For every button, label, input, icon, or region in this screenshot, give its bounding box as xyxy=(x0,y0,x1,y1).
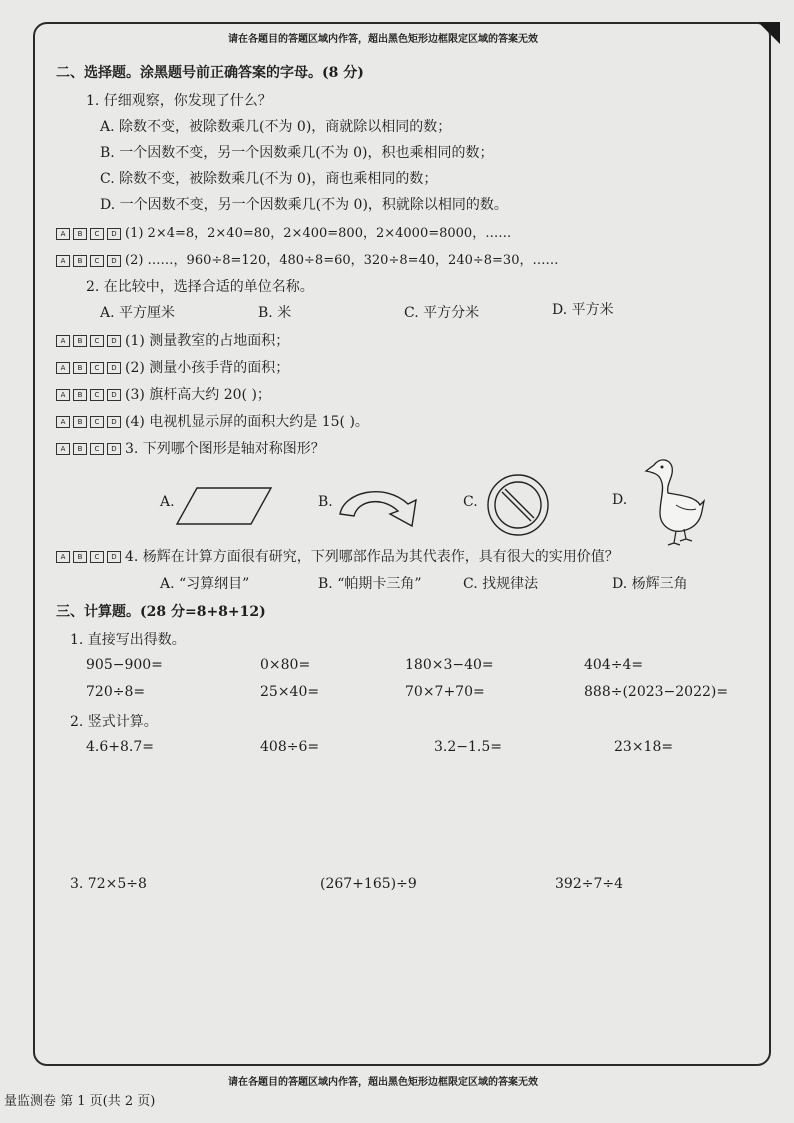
bubble-c[interactable]: C xyxy=(90,389,104,401)
answer-bubbles[interactable] xyxy=(56,255,121,267)
q3-label-c: C. xyxy=(463,494,478,510)
q4-option-a: A. “习算纲目” xyxy=(160,576,250,592)
p3-item3: 392÷7÷4 xyxy=(555,876,623,892)
bubble-c[interactable]: C xyxy=(90,228,104,240)
header-note: 请在各题目的答题区域内作答，超出黑色矩形边框限定区域的答案无效 xyxy=(228,34,538,45)
bubble-c[interactable]: C xyxy=(90,416,104,428)
p3-item1: 3. 72×5÷8 xyxy=(70,876,147,892)
answer-bubbles[interactable] xyxy=(56,416,121,428)
section3-title: 三、计算题。(28 分=8+8+12) xyxy=(56,604,266,620)
p1-stem: 1. 直接写出得数。 xyxy=(70,632,186,648)
bubble-a[interactable]: A xyxy=(56,362,70,374)
q2-option-a: A. 平方厘米 xyxy=(100,305,176,321)
curved-arrow-figure xyxy=(338,484,430,530)
bubble-b[interactable]: B xyxy=(73,255,87,267)
q2-item1-row xyxy=(56,330,289,350)
bubble-b[interactable]: B xyxy=(73,551,87,563)
answer-bubbles[interactable] xyxy=(56,335,121,347)
q1-option-c: C. 除数不变，被除数乘几(不为 0)，商也乘相同的数； xyxy=(100,171,438,187)
bubble-b[interactable]: B xyxy=(73,362,87,374)
p1-row2-item1: 720÷8= xyxy=(86,684,146,700)
bubble-d[interactable]: D xyxy=(107,335,121,347)
section2-title: 二、选择题。涂黑题号前正确答案的字母。(8 分) xyxy=(56,65,364,81)
q2-item4-row xyxy=(56,411,369,431)
q1-stem: 1. 仔细观察，你发现了什么？ xyxy=(86,93,272,109)
q4-option-c: C. 找规律法 xyxy=(463,576,539,592)
p2-item1: 4.6+8.7= xyxy=(86,739,154,755)
bubble-a[interactable]: A xyxy=(56,255,70,267)
q2-option-d: D. 平方米 xyxy=(552,302,614,318)
answer-bubbles[interactable] xyxy=(56,551,121,563)
p2-item3: 3.2−1.5= xyxy=(434,739,502,755)
p1-row2-item4: 888÷(2023−2022)= xyxy=(584,684,729,700)
p1-row1-item1: 905−900= xyxy=(86,657,163,673)
goose-figure xyxy=(640,455,710,549)
bubble-d[interactable]: D xyxy=(107,443,121,455)
q4-stem: 4. 杨辉在计算方面很有研究，下列哪部作品为其代表作，具有很大的实用价值？ xyxy=(125,549,619,565)
q1-sub2-row xyxy=(56,249,558,268)
q1-option-b: B. 一个因数不变，另一个因数乘几(不为 0)，积也乘相同的数； xyxy=(100,145,494,161)
corner-alignment-mark xyxy=(758,22,780,44)
answer-bubbles[interactable] xyxy=(56,443,121,455)
bubble-c[interactable]: C xyxy=(90,255,104,267)
p1-row2-item3: 70×7+70= xyxy=(405,684,485,700)
answer-bubbles[interactable] xyxy=(56,389,121,401)
bubble-a[interactable]: A xyxy=(56,228,70,240)
bubble-d[interactable]: D xyxy=(107,551,121,563)
p2-item2: 408÷6= xyxy=(260,739,320,755)
q2-item2-row xyxy=(56,357,289,377)
p1-row1-item3: 180×3−40= xyxy=(405,657,494,673)
q2-option-b: B. 米 xyxy=(258,305,292,321)
parallelogram-figure xyxy=(175,486,275,528)
q2-item3-row xyxy=(56,384,271,404)
bubble-d[interactable]: D xyxy=(107,362,121,374)
q4-option-b: B. “帕期卡三角” xyxy=(318,576,422,592)
q1-option-d: D. 一个因数不变，另一个因数乘几(不为 0)，积就除以相同的数。 xyxy=(100,197,508,213)
p3-item2: (267+165)÷9 xyxy=(320,876,417,892)
q2-item3-text: (3) 旗杆高大约 20( )； xyxy=(125,387,271,403)
no-entry-sign-figure xyxy=(486,473,550,537)
q2-item1-text: (1) 测量教室的占地面积； xyxy=(125,333,290,349)
bubble-c[interactable]: C xyxy=(90,335,104,347)
bubble-b[interactable]: B xyxy=(73,228,87,240)
p1-row1-item2: 0×80= xyxy=(260,657,311,673)
bubble-a[interactable]: A xyxy=(56,443,70,455)
q3-stem: 3. 下列哪个图形是轴对称图形？ xyxy=(125,441,325,457)
p2-item4: 23×18= xyxy=(614,739,674,755)
q1-option-a: A. 除数不变，被除数乘几(不为 0)，商就除以相同的数； xyxy=(100,119,452,135)
bubble-b[interactable]: B xyxy=(73,443,87,455)
p1-row1-item4: 404÷4= xyxy=(584,657,644,673)
bubble-a[interactable]: A xyxy=(56,389,70,401)
bubble-a[interactable]: A xyxy=(56,335,70,347)
bubble-b[interactable]: B xyxy=(73,416,87,428)
bubble-a[interactable]: A xyxy=(56,551,70,563)
bubble-d[interactable]: D xyxy=(107,416,121,428)
bubble-a[interactable]: A xyxy=(56,416,70,428)
bubble-b[interactable]: B xyxy=(73,389,87,401)
q1-sub2-text: (2) ……，960÷8=120，480÷8=60，320÷8=40，240÷8=30，…… xyxy=(125,253,559,268)
q2-stem: 2. 在比较中，选择合适的单位名称。 xyxy=(86,279,314,295)
q4-option-d: D. 杨辉三角 xyxy=(612,576,688,592)
q4-row xyxy=(56,546,619,566)
q1-sub1-text: (1) 2×4=8，2×40=80，2×400=800，2×4000=8000，…… xyxy=(125,226,512,241)
answer-bubbles[interactable] xyxy=(56,362,121,374)
page-number: 量监测卷 第 1 页(共 2 页) xyxy=(4,1094,156,1109)
bubble-c[interactable]: C xyxy=(90,551,104,563)
q3-row xyxy=(56,438,325,458)
q1-sub1-row xyxy=(56,222,511,241)
bubble-d[interactable]: D xyxy=(107,228,121,240)
bubble-c[interactable]: C xyxy=(90,362,104,374)
p2-stem: 2. 竖式计算。 xyxy=(70,714,158,730)
footer-note: 请在各题目的答题区域内作答，超出黑色矩形边框限定区域的答案无效 xyxy=(228,1077,538,1088)
bubble-d[interactable]: D xyxy=(107,255,121,267)
p1-row2-item2: 25×40= xyxy=(260,684,320,700)
q3-label-d: D. xyxy=(612,492,628,508)
q3-label-b: B. xyxy=(318,494,333,510)
q2-item2-text: (2) 测量小孩手背的面积； xyxy=(125,360,290,376)
bubble-b[interactable]: B xyxy=(73,335,87,347)
answer-bubbles[interactable] xyxy=(56,228,121,240)
q2-option-c: C. 平方分米 xyxy=(404,305,480,321)
q3-label-a: A. xyxy=(160,494,175,510)
bubble-d[interactable]: D xyxy=(107,389,121,401)
q2-item4-text: (4) 电视机显示屏的面积大约是 15( )。 xyxy=(125,414,369,430)
bubble-c[interactable]: C xyxy=(90,443,104,455)
